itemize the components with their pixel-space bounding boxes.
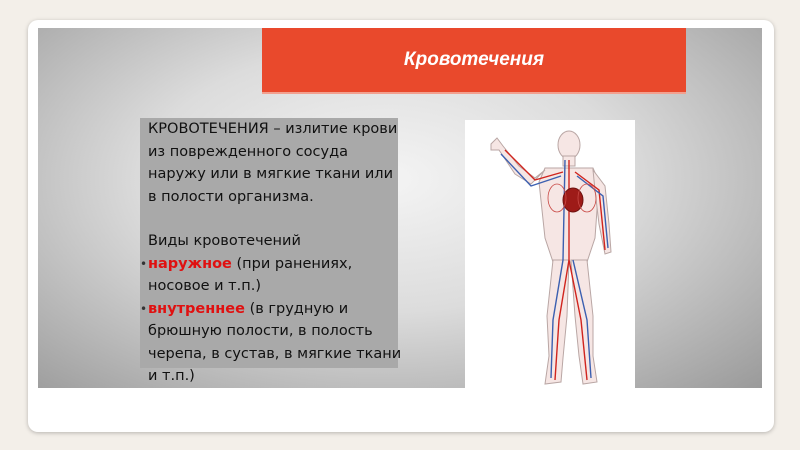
definition-text: КРОВОТЕЧЕНИЯ – излитие крови из поврежденного сосуда наружу или в мягкие ткани или в полости организма. <box>148 121 398 205</box>
title-banner <box>262 28 686 94</box>
bullet-term: внутреннее <box>148 300 245 317</box>
bullet-rest: (при ранениях, носовое и т.п.) <box>148 255 353 294</box>
bullet-dot-icon: • <box>140 256 148 271</box>
bullet-dot-icon: • <box>140 301 148 316</box>
slide-title: Кровотечения <box>403 49 545 70</box>
types-heading: Виды кровотечений <box>148 233 301 249</box>
bullet-rest: (в грудную и брюшную полости, в полость черепа, в сустав, в мягкие ткани и т.п.) <box>148 300 402 384</box>
bullet-external <box>140 253 406 298</box>
circulatory-figure-panel <box>465 120 635 390</box>
text-content <box>140 118 406 388</box>
bullet-term: наружное <box>148 255 232 272</box>
circulatory-system-figure-icon <box>465 120 635 390</box>
bullet-internal <box>140 298 406 388</box>
